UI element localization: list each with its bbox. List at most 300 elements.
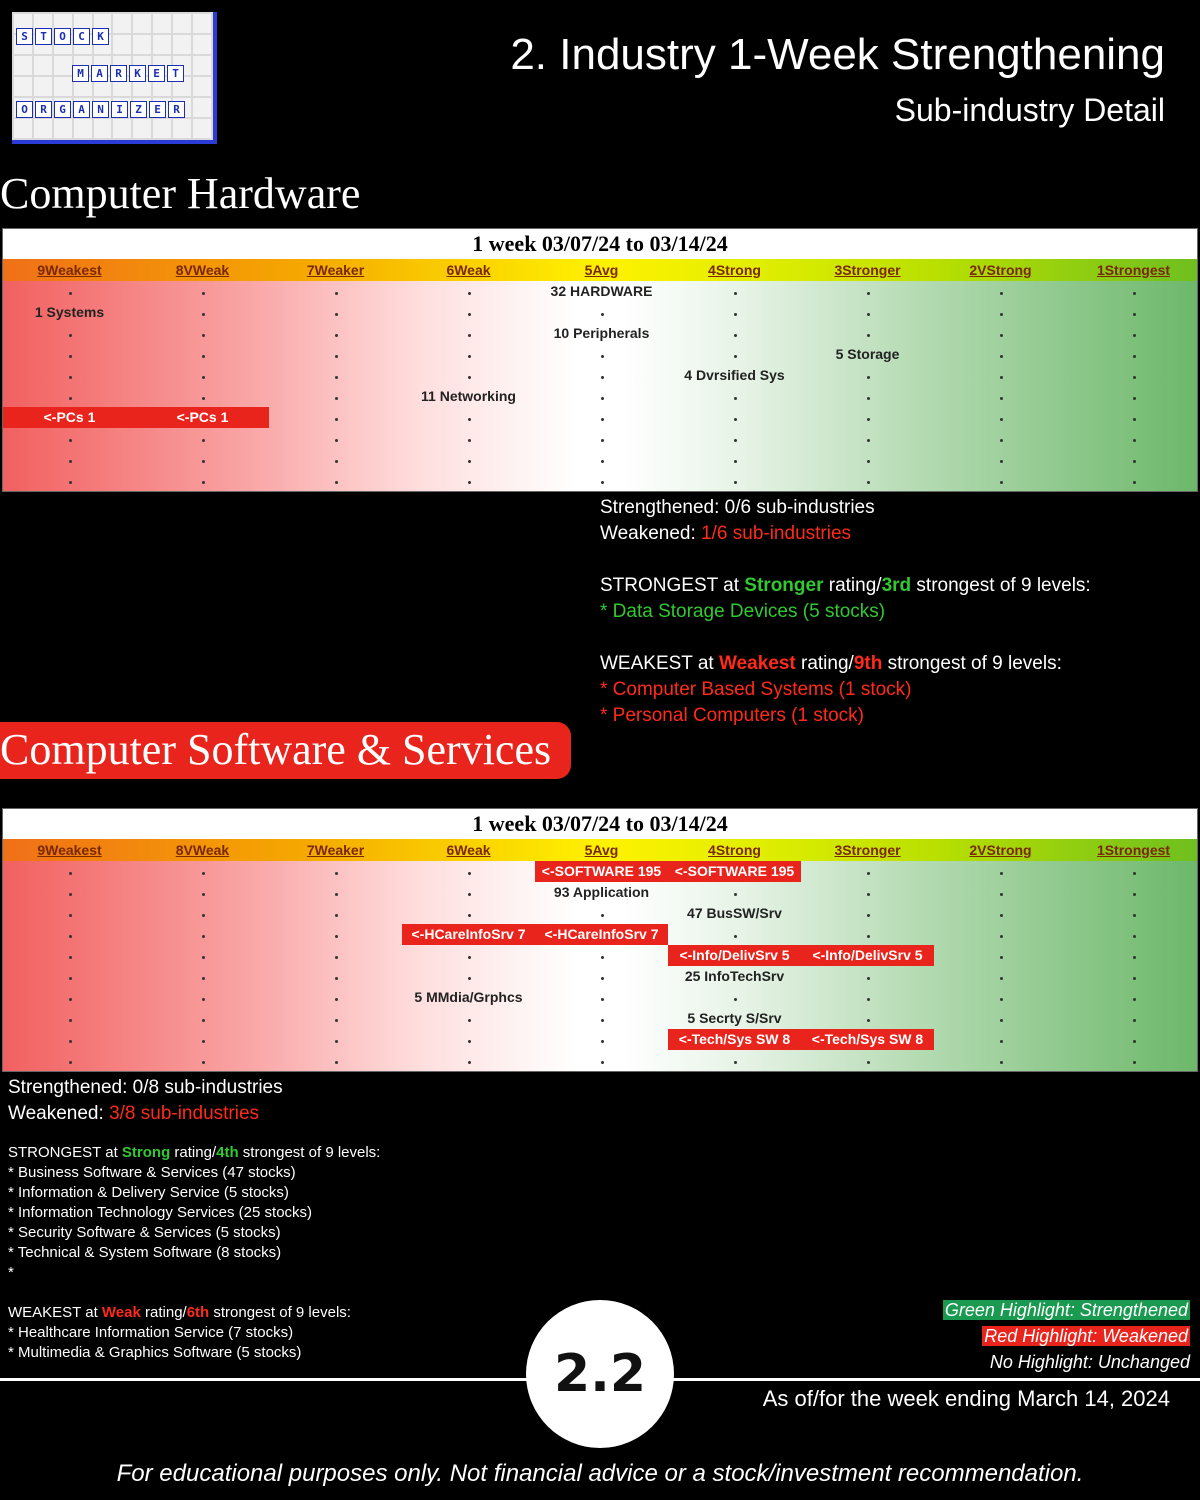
rating-level-9weakest: 9Weakest bbox=[37, 842, 102, 858]
rating-level-9weakest: 9Weakest bbox=[37, 262, 102, 278]
empty-cell-dot bbox=[335, 977, 338, 980]
empty-cell-dot bbox=[601, 460, 604, 463]
strongest-line bbox=[600, 573, 1091, 599]
weakened-subindustry-cell: <-SOFTWARE 195 bbox=[668, 861, 801, 882]
logo-letter: Z bbox=[130, 101, 147, 118]
software-strength-chart bbox=[2, 808, 1198, 1072]
empty-cell-dot bbox=[1133, 935, 1136, 938]
empty-cell-dot bbox=[468, 334, 471, 337]
empty-cell-dot bbox=[1000, 914, 1003, 917]
section-title-hardware: Computer Hardware bbox=[0, 169, 361, 218]
weakest-rating: Weakest bbox=[718, 653, 796, 674]
empty-cell-dot bbox=[734, 292, 737, 295]
logo-letter: I bbox=[111, 101, 128, 118]
subindustry-cell: 25 InfoTechSrv bbox=[684, 968, 785, 984]
empty-cell-dot bbox=[69, 893, 72, 896]
strongest-line bbox=[8, 1143, 380, 1163]
subindustry-cell: 5 Secrty S/Srv bbox=[687, 1010, 782, 1026]
empty-cell-dot bbox=[202, 355, 205, 358]
empty-cell-dot bbox=[1000, 292, 1003, 295]
logo-word-stock bbox=[16, 28, 109, 45]
empty-cell-dot bbox=[468, 376, 471, 379]
rating-level-8vweak: 8VWeak bbox=[175, 842, 230, 858]
empty-cell-dot bbox=[468, 893, 471, 896]
weakened-line bbox=[600, 521, 1091, 547]
empty-cell-dot bbox=[1000, 313, 1003, 316]
legend-none: No Highlight: Unchanged bbox=[989, 1352, 1190, 1372]
weakened-subindustry-cell: <-SOFTWARE 195 bbox=[535, 861, 668, 882]
empty-cell-dot bbox=[1133, 998, 1136, 1001]
empty-cell-dot bbox=[1133, 334, 1136, 337]
summary-list-item: * Information & Delivery Service (5 stocks) bbox=[8, 1184, 289, 1201]
summary-list-item: * bbox=[8, 1264, 14, 1281]
empty-cell-dot bbox=[202, 956, 205, 959]
empty-cell-dot bbox=[202, 977, 205, 980]
logo-letter: R bbox=[110, 65, 127, 82]
logo-letter: A bbox=[91, 65, 108, 82]
empty-cell-dot bbox=[69, 935, 72, 938]
weakest-rank: 6th bbox=[186, 1304, 210, 1321]
empty-cell-dot bbox=[867, 460, 870, 463]
empty-cell-dot bbox=[1000, 1061, 1003, 1064]
empty-cell-dot bbox=[867, 376, 870, 379]
empty-cell-dot bbox=[1133, 292, 1136, 295]
empty-cell-dot bbox=[1133, 1061, 1136, 1064]
empty-cell-dot bbox=[1000, 397, 1003, 400]
empty-cell-dot bbox=[1000, 460, 1003, 463]
empty-cell-dot bbox=[335, 292, 338, 295]
logo-filler-cell bbox=[34, 56, 52, 75]
chart-period-header: 1 week 03/07/24 to 03/14/24 bbox=[3, 809, 1197, 839]
empty-cell-dot bbox=[335, 376, 338, 379]
rating-level-5avg: 5Avg bbox=[584, 842, 619, 858]
empty-cell-dot bbox=[335, 1019, 338, 1022]
empty-cell-dot bbox=[601, 956, 604, 959]
summary-list-item: * Security Software & Services (5 stocks) bbox=[8, 1224, 281, 1241]
logo-word-organizer bbox=[16, 101, 185, 118]
empty-cell-dot bbox=[1000, 334, 1003, 337]
rating-level-7weaker: 7Weaker bbox=[306, 262, 365, 278]
logo-filler-cell bbox=[133, 35, 151, 54]
empty-cell-dot bbox=[867, 292, 870, 295]
empty-cell-dot bbox=[335, 872, 338, 875]
subindustry-cell: 32 HARDWARE bbox=[550, 283, 653, 299]
weakened-subindustry-cell: <-Info/DelivSrv 5 bbox=[668, 945, 801, 966]
logo-filler-cell bbox=[173, 119, 191, 138]
empty-cell-dot bbox=[335, 313, 338, 316]
logo-letter: E bbox=[149, 101, 166, 118]
rating-level-6weak: 6Weak bbox=[446, 262, 491, 278]
logo-letter: K bbox=[92, 28, 109, 45]
strengthened-line bbox=[8, 1075, 380, 1101]
summary-list-item: * Healthcare Information Service (7 stocks) bbox=[8, 1324, 294, 1341]
page-subtitle: Sub-industry Detail bbox=[894, 92, 1165, 128]
logo-letter: N bbox=[92, 101, 109, 118]
summary-list-item: * Technical & System Software (8 stocks) bbox=[8, 1244, 282, 1261]
empty-cell-dot bbox=[601, 376, 604, 379]
empty-cell-dot bbox=[335, 1061, 338, 1064]
empty-cell-dot bbox=[734, 893, 737, 896]
logo-filler-cell bbox=[94, 119, 112, 138]
empty-cell-dot bbox=[867, 998, 870, 1001]
logo-filler-cell bbox=[193, 56, 211, 75]
logo-filler-cell bbox=[34, 77, 52, 96]
weakened-line bbox=[8, 1101, 380, 1127]
logo-filler-cell bbox=[133, 119, 151, 138]
subindustry-cell: 5 Storage bbox=[835, 346, 900, 362]
empty-cell-dot bbox=[734, 334, 737, 337]
rating-level-5avg: 5Avg bbox=[584, 262, 619, 278]
empty-cell-dot bbox=[69, 1019, 72, 1022]
empty-cell-dot bbox=[69, 376, 72, 379]
empty-cell-dot bbox=[1133, 376, 1136, 379]
empty-cell-dot bbox=[1000, 439, 1003, 442]
rating-level-1strongest: 1Strongest bbox=[1096, 842, 1171, 858]
logo-letter: R bbox=[35, 101, 52, 118]
summary-list-item: * Multimedia & Graphics Software (5 stocks) bbox=[8, 1344, 302, 1361]
empty-cell-dot bbox=[1133, 1019, 1136, 1022]
strongest-rating: Strong bbox=[121, 1144, 171, 1161]
subindustry-cell: 4 Dvrsified Sys bbox=[684, 367, 785, 383]
empty-cell-dot bbox=[867, 977, 870, 980]
empty-cell-dot bbox=[468, 355, 471, 358]
empty-cell-dot bbox=[1000, 481, 1003, 484]
logo-filler-cell bbox=[113, 14, 131, 33]
empty-cell-dot bbox=[69, 460, 72, 463]
strongest-list bbox=[8, 1163, 380, 1283]
empty-cell-dot bbox=[1000, 1019, 1003, 1022]
logo-letter: E bbox=[148, 65, 165, 82]
empty-cell-dot bbox=[202, 481, 205, 484]
empty-cell-dot bbox=[468, 914, 471, 917]
summary-list-item: * Business Software & Services (47 stocks) bbox=[8, 1164, 296, 1181]
empty-cell-dot bbox=[734, 355, 737, 358]
logo-filler-cell bbox=[173, 35, 191, 54]
empty-cell-dot bbox=[1133, 956, 1136, 959]
weakened-subindustry-cell: <-PCs 1 bbox=[136, 407, 269, 428]
empty-cell-dot bbox=[202, 1061, 205, 1064]
empty-cell-dot bbox=[69, 1061, 72, 1064]
empty-cell-dot bbox=[468, 439, 471, 442]
logo-letter: O bbox=[54, 28, 71, 45]
empty-cell-dot bbox=[867, 397, 870, 400]
logo-filler-cell bbox=[14, 77, 32, 96]
hardware-strength-chart bbox=[2, 228, 1198, 492]
summary-list-item: * Personal Computers (1 stock) bbox=[600, 705, 864, 726]
strengthened-value: 0/6 sub-industries bbox=[724, 497, 875, 518]
empty-cell-dot bbox=[69, 956, 72, 959]
empty-cell-dot bbox=[601, 1040, 604, 1043]
empty-cell-dot bbox=[601, 977, 604, 980]
empty-cell-dot bbox=[1133, 977, 1136, 980]
section-title-software: Computer Software & Services bbox=[0, 722, 571, 779]
subindustry-cell: 93 Application bbox=[553, 884, 650, 900]
empty-cell-dot bbox=[69, 355, 72, 358]
subindustry-cell: 1 Systems bbox=[34, 304, 105, 320]
strongest-rank: 3rd bbox=[881, 575, 912, 596]
logo-filler-cell bbox=[54, 56, 72, 75]
weakest-list bbox=[8, 1323, 380, 1363]
rating-level-4strong: 4Strong bbox=[708, 842, 761, 858]
rating-level-4strong: 4Strong bbox=[708, 262, 761, 278]
empty-cell-dot bbox=[1133, 313, 1136, 316]
chart-grid bbox=[3, 281, 1197, 491]
logo-letter: A bbox=[73, 101, 90, 118]
weakened-subindustry-cell: <-Info/DelivSrv 5 bbox=[801, 945, 934, 966]
rating-levels-bar bbox=[3, 839, 1197, 861]
empty-cell-dot bbox=[69, 397, 72, 400]
empty-cell-dot bbox=[1133, 397, 1136, 400]
empty-cell-dot bbox=[468, 481, 471, 484]
logo-letter: T bbox=[35, 28, 52, 45]
logo-filler-cell bbox=[133, 14, 151, 33]
empty-cell-dot bbox=[69, 977, 72, 980]
empty-cell-dot bbox=[867, 914, 870, 917]
disclaimer: For educational purposes only. Not financial advice or a stock/investment recommendation. bbox=[116, 1460, 1084, 1487]
empty-cell-dot bbox=[867, 935, 870, 938]
rating-level-2vstrong: 2VStrong bbox=[969, 842, 1032, 858]
empty-cell-dot bbox=[601, 914, 604, 917]
empty-cell-dot bbox=[734, 1061, 737, 1064]
highlight-legend bbox=[943, 1297, 1190, 1375]
weakest-prefix: WEAKEST at bbox=[600, 653, 719, 674]
empty-cell-dot bbox=[69, 334, 72, 337]
empty-cell-dot bbox=[601, 355, 604, 358]
logo-filler-cell bbox=[193, 14, 211, 33]
empty-cell-dot bbox=[202, 914, 205, 917]
legend-green: Green Highlight: Strengthened bbox=[944, 1300, 1188, 1320]
empty-cell-dot bbox=[601, 1061, 604, 1064]
rating-level-8vweak: 8VWeak bbox=[175, 262, 230, 278]
logo-filler-cell bbox=[74, 119, 92, 138]
empty-cell-dot bbox=[734, 418, 737, 421]
legend-red: Red Highlight: Weakened bbox=[984, 1326, 1188, 1346]
empty-cell-dot bbox=[202, 935, 205, 938]
empty-cell-dot bbox=[468, 977, 471, 980]
strengthened-label: Strengthened: bbox=[8, 1077, 133, 1098]
empty-cell-dot bbox=[335, 914, 338, 917]
empty-cell-dot bbox=[335, 397, 338, 400]
empty-cell-dot bbox=[867, 313, 870, 316]
empty-cell-dot bbox=[335, 1040, 338, 1043]
rating-level-7weaker: 7Weaker bbox=[306, 842, 365, 858]
logo-filler-cell bbox=[153, 119, 171, 138]
strongest-prefix: STRONGEST at bbox=[600, 575, 745, 596]
empty-cell-dot bbox=[335, 439, 338, 442]
empty-cell-dot bbox=[468, 872, 471, 875]
logo-filler-cell bbox=[54, 119, 72, 138]
weakened-subindustry-cell: <-HCareInfoSrv 7 bbox=[402, 924, 535, 945]
summary-list-item: * Data Storage Devices (5 stocks) bbox=[600, 601, 886, 622]
empty-cell-dot bbox=[1133, 481, 1136, 484]
empty-cell-dot bbox=[335, 460, 338, 463]
empty-cell-dot bbox=[69, 998, 72, 1001]
strongest-suffix: strongest of 9 levels: bbox=[911, 575, 1091, 596]
weakest-line bbox=[8, 1303, 380, 1323]
weakest-rating: Weak bbox=[101, 1304, 141, 1321]
weakest-prefix: WEAKEST at bbox=[8, 1304, 102, 1321]
strongest-suffix: strongest of 9 levels: bbox=[238, 1144, 381, 1161]
as-of-date: As of/for the week ending March 14, 2024 bbox=[762, 1386, 1170, 1411]
empty-cell-dot bbox=[734, 935, 737, 938]
empty-cell-dot bbox=[867, 1019, 870, 1022]
logo-letter: T bbox=[167, 65, 184, 82]
weakest-list bbox=[600, 677, 1091, 729]
page-title: 2. Industry 1-Week Strengthening bbox=[510, 30, 1165, 79]
strongest-prefix: STRONGEST at bbox=[8, 1144, 122, 1161]
empty-cell-dot bbox=[202, 1019, 205, 1022]
empty-cell-dot bbox=[1133, 872, 1136, 875]
empty-cell-dot bbox=[1133, 418, 1136, 421]
rating-level-2vstrong: 2VStrong bbox=[969, 262, 1032, 278]
logo-filler-cell bbox=[193, 35, 211, 54]
empty-cell-dot bbox=[1000, 956, 1003, 959]
empty-cell-dot bbox=[734, 460, 737, 463]
weakened-subindustry-cell: <-HCareInfoSrv 7 bbox=[535, 924, 668, 945]
empty-cell-dot bbox=[734, 439, 737, 442]
strengthened-line bbox=[600, 495, 1091, 521]
empty-cell-dot bbox=[1000, 935, 1003, 938]
subindustry-cell: 10 Peripherals bbox=[553, 325, 650, 341]
empty-cell-dot bbox=[734, 313, 737, 316]
empty-cell-dot bbox=[69, 914, 72, 917]
empty-cell-dot bbox=[69, 292, 72, 295]
logo-filler-cell bbox=[173, 14, 191, 33]
subindustry-cell: 5 MMdia/Grphcs bbox=[414, 989, 523, 1005]
empty-cell-dot bbox=[1133, 914, 1136, 917]
subindustry-cell: 11 Networking bbox=[421, 388, 516, 404]
empty-cell-dot bbox=[1000, 376, 1003, 379]
page-number-badge: 2.2 bbox=[526, 1300, 674, 1448]
empty-cell-dot bbox=[202, 439, 205, 442]
summary-list-item: * Information Technology Services (25 stocks) bbox=[8, 1204, 313, 1221]
strongest-list bbox=[600, 599, 1091, 625]
logo-filler-cell bbox=[14, 56, 32, 75]
weakened-subindustry-cell: <-Tech/Sys SW 8 bbox=[668, 1029, 801, 1050]
logo-letter: G bbox=[54, 101, 71, 118]
weakened-label: Weakened: bbox=[600, 523, 702, 544]
empty-cell-dot bbox=[202, 872, 205, 875]
empty-cell-dot bbox=[202, 460, 205, 463]
empty-cell-dot bbox=[867, 481, 870, 484]
empty-cell-dot bbox=[601, 313, 604, 316]
logo-letter: K bbox=[129, 65, 146, 82]
empty-cell-dot bbox=[601, 439, 604, 442]
empty-cell-dot bbox=[202, 334, 205, 337]
weakened-value: 1/6 sub-industries bbox=[701, 523, 852, 544]
strengthened-value: 0/8 sub-industries bbox=[132, 1077, 283, 1098]
strongest-rating: Stronger bbox=[744, 575, 824, 596]
weakest-rank: 9th bbox=[853, 653, 883, 674]
empty-cell-dot bbox=[335, 893, 338, 896]
logo-filler-cell bbox=[153, 35, 171, 54]
empty-cell-dot bbox=[601, 418, 604, 421]
weakened-subindustry-cell: <-Tech/Sys SW 8 bbox=[801, 1029, 934, 1050]
empty-cell-dot bbox=[867, 439, 870, 442]
empty-cell-dot bbox=[202, 998, 205, 1001]
empty-cell-dot bbox=[335, 481, 338, 484]
empty-cell-dot bbox=[335, 998, 338, 1001]
weakest-mid: rating/ bbox=[795, 653, 854, 674]
empty-cell-dot bbox=[734, 481, 737, 484]
logo-letter: R bbox=[168, 101, 185, 118]
empty-cell-dot bbox=[1133, 460, 1136, 463]
empty-cell-dot bbox=[202, 376, 205, 379]
empty-cell-dot bbox=[468, 1061, 471, 1064]
rating-level-1strongest: 1Strongest bbox=[1096, 262, 1171, 278]
logo-filler-cell bbox=[54, 77, 72, 96]
strongest-rank: 4th bbox=[216, 1144, 239, 1161]
weakest-suffix: strongest of 9 levels: bbox=[209, 1304, 351, 1321]
empty-cell-dot bbox=[601, 397, 604, 400]
rating-level-3stronger: 3Stronger bbox=[834, 262, 901, 278]
weakened-value: 3/8 sub-industries bbox=[109, 1103, 260, 1124]
empty-cell-dot bbox=[1133, 893, 1136, 896]
empty-cell-dot bbox=[202, 313, 205, 316]
empty-cell-dot bbox=[1000, 418, 1003, 421]
weakest-suffix: strongest of 9 levels: bbox=[882, 653, 1062, 674]
strongest-mid: rating/ bbox=[823, 575, 882, 596]
logo-filler-cell bbox=[14, 119, 32, 138]
empty-cell-dot bbox=[734, 397, 737, 400]
summary-list-item: * Computer Based Systems (1 stock) bbox=[600, 679, 912, 700]
empty-cell-dot bbox=[1000, 872, 1003, 875]
empty-cell-dot bbox=[335, 956, 338, 959]
rating-level-3stronger: 3Stronger bbox=[834, 842, 901, 858]
empty-cell-dot bbox=[734, 998, 737, 1001]
empty-cell-dot bbox=[335, 418, 338, 421]
empty-cell-dot bbox=[867, 334, 870, 337]
empty-cell-dot bbox=[1000, 977, 1003, 980]
empty-cell-dot bbox=[867, 872, 870, 875]
empty-cell-dot bbox=[468, 1040, 471, 1043]
empty-cell-dot bbox=[202, 397, 205, 400]
empty-cell-dot bbox=[601, 481, 604, 484]
logo-filler-cell bbox=[193, 98, 211, 117]
empty-cell-dot bbox=[1133, 439, 1136, 442]
empty-cell-dot bbox=[69, 481, 72, 484]
logo-letter: O bbox=[16, 101, 33, 118]
weakest-line bbox=[600, 651, 1091, 677]
empty-cell-dot bbox=[468, 460, 471, 463]
hardware-summary bbox=[600, 495, 1091, 729]
empty-cell-dot bbox=[468, 418, 471, 421]
logo-filler-cell bbox=[193, 77, 211, 96]
empty-cell-dot bbox=[335, 355, 338, 358]
logo-filler-cell bbox=[193, 119, 211, 138]
empty-cell-dot bbox=[335, 935, 338, 938]
empty-cell-dot bbox=[202, 1040, 205, 1043]
empty-cell-dot bbox=[468, 292, 471, 295]
empty-cell-dot bbox=[867, 1061, 870, 1064]
empty-cell-dot bbox=[468, 313, 471, 316]
logo-letter: C bbox=[73, 28, 90, 45]
empty-cell-dot bbox=[1133, 355, 1136, 358]
empty-cell-dot bbox=[468, 1019, 471, 1022]
logo-filler-cell bbox=[153, 14, 171, 33]
logo-filler-cell bbox=[113, 35, 131, 54]
empty-cell-dot bbox=[202, 893, 205, 896]
chart-period-header: 1 week 03/07/24 to 03/14/24 bbox=[3, 229, 1197, 259]
logo-letter: S bbox=[16, 28, 33, 45]
empty-cell-dot bbox=[1000, 355, 1003, 358]
empty-cell-dot bbox=[1133, 1040, 1136, 1043]
strongest-mid: rating/ bbox=[170, 1144, 217, 1161]
empty-cell-dot bbox=[69, 1040, 72, 1043]
weakened-label: Weakened: bbox=[8, 1103, 110, 1124]
empty-cell-dot bbox=[1000, 893, 1003, 896]
empty-cell-dot bbox=[601, 998, 604, 1001]
